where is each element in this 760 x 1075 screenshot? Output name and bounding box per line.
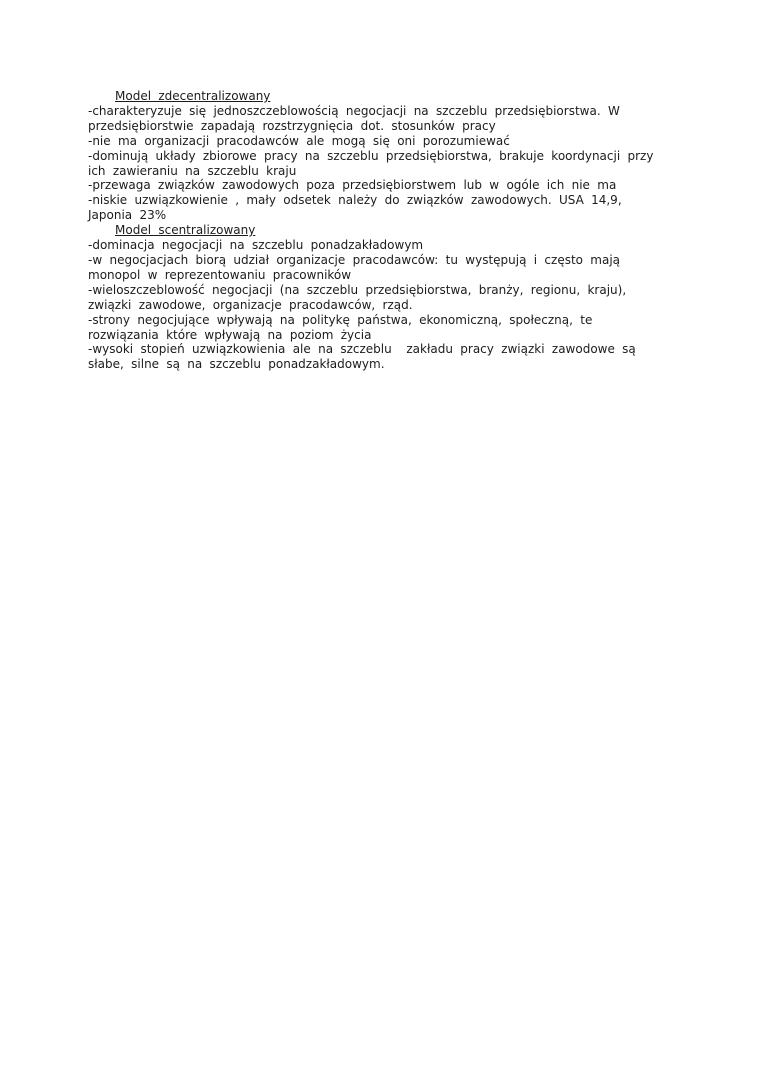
section-heading-text: Model scentralizowany: [115, 223, 256, 238]
text-line: ich zawieraniu na szczeblu kraju: [88, 163, 297, 178]
text-line: monopol w reprezentowaniu pracowników: [88, 267, 352, 282]
document-text-block: [88, 89, 668, 372]
text-line: -strony negocjujące wpływają na politykę państwa, ekonomiczną, społeczną, te: [88, 312, 593, 327]
text-line: -dominują układy zbiorowe pracy na szczeblu przedsiębiorstwa, brakuje koordynacji przy: [88, 148, 654, 163]
section-heading: [88, 89, 668, 104]
text-line: Japonia 23%: [88, 208, 167, 223]
section-heading: [88, 223, 668, 238]
text-line: związki zawodowe, organizacje pracodawców, rząd.: [88, 297, 413, 312]
text-line: -niskie uzwiązkowienie , mały odsetek należy do związków zawodowych. USA 14,9,: [88, 193, 622, 208]
text-line: -w negocjacjach biorą udział organizacje pracodawców: tu występują i często mają: [88, 252, 621, 267]
text-line: słabe, silne są na szczeblu ponadzakładowym.: [88, 357, 385, 372]
text-line: -nie ma organizacji pracodawców ale mogą się oni porozumiewać: [88, 133, 510, 148]
text-line: przedsiębiorstwie zapadają rozstrzygnięcia dot. stosunków pracy: [88, 118, 496, 133]
text-line: -przewaga związków zawodowych poza przedsiębiorstwem lub w ogóle ich nie ma: [88, 178, 617, 193]
section-heading-text: Model zdecentralizowany: [115, 89, 271, 103]
text-line: -wysoki stopień uzwiązkowienia ale na szczeblu zakładu pracy związki zawodowe są: [88, 342, 636, 357]
text-line: -dominacja negocjacji na szczeblu ponadzakładowym: [88, 238, 424, 253]
text-line: rozwiązania które wpływają na poziom życia: [88, 327, 372, 342]
text-line: -charakteryzuje się jednoszczeblowością negocjacji na szczeblu przedsiębiorstwa. W: [88, 103, 620, 118]
text-line: -wieloszczeblowość negocjacji (na szczeblu przedsiębiorstwa, branży, regionu, kraju),: [88, 282, 627, 297]
